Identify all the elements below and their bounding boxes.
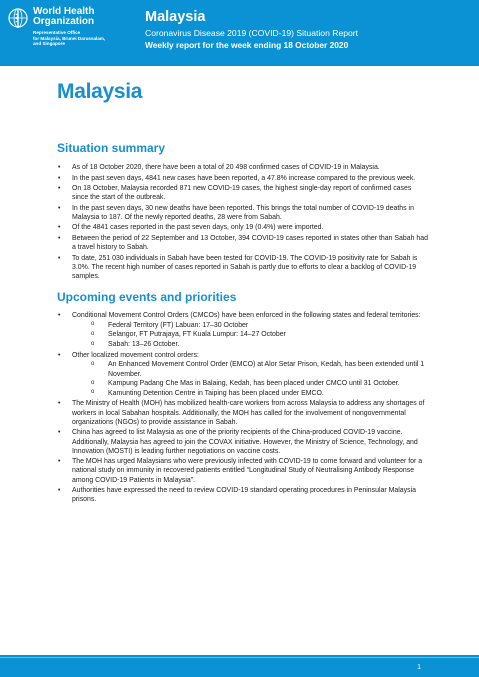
who-emblem-icon bbox=[7, 7, 29, 29]
sublist-item: o Kamunting Detention Centre in Taiping has been placed under EMCO. bbox=[89, 389, 429, 398]
list-item: • Authorities have expressed the need to review COVID-19 standard operating procedures in Peninsular Malaysia prisons. bbox=[57, 486, 429, 504]
footer-stripe bbox=[0, 657, 479, 658]
list-item: • In the past seven days, 4841 new cases have been reported, a 47.8% increase compared to the previous week. bbox=[57, 174, 429, 183]
cmco-text: Conditional Movement Control Orders (CMCOs) have been enforced in the following states and federal territories: bbox=[72, 312, 421, 319]
list-item bbox=[57, 351, 429, 399]
list-item: • Between the period of 22 September and 13 October, 394 COVID-19 cases reported in states other than Sabah had a travel history to Sabah. bbox=[57, 234, 429, 252]
events-priorities-list bbox=[57, 311, 429, 506]
list-item bbox=[57, 311, 429, 349]
page-title: Malaysia bbox=[57, 80, 143, 103]
list-item: • On 18 October, Malaysia recorded 871 new COVID-19 cases, the highest single-day report of confirmed cases since the start of the outbreak. bbox=[57, 184, 429, 202]
report-header bbox=[0, 0, 479, 66]
list-item: • In the past seven days, 30 new deaths have been reported. This brings the total number of COVID-19 deaths in Malaysia to 187. Of the newly reported deaths, 28 were from Sabah. bbox=[57, 204, 429, 222]
list-item: • To date, 251 030 individuals in Sabah have been tested for COVID-19. The COVID-19 positivity rate for Sabah is 3.0%. The recent high number of cases reported in Sabah is partly due to efforts to clear a backlog of COVID-19 samples. bbox=[57, 254, 429, 282]
office-name: Representative Office for Malaysia, Brunei Darussalam, and Singapore bbox=[33, 30, 106, 47]
page-number: 1 bbox=[417, 664, 421, 671]
organization-name: World Health Organization bbox=[33, 6, 95, 27]
list-item: • The MOH has urged Malaysians who were previously infected with COVID-19 to come forward and volunteer for a national study on immunity in recovered patients entitled “Longitudinal Study of Neutralising Antibody Response among COVID-19 Patients in Malaysia”. bbox=[57, 457, 429, 485]
list-item: • Of the 4841 cases reported in the past seven days, only 19 (0.4%) were imported. bbox=[57, 223, 429, 232]
list-item: • China has agreed to list Malaysia as one of the priority recipients of the China-produced COVID-19 vaccine. Additionally, Malaysia has agreed to join the COVAX initiative. However, the Ministry of Science, Technology, and Innovation (MOSTI) is leading further negotiations on vaccine costs. bbox=[57, 428, 429, 456]
sublist-item: o Kampung Padang Che Mas in Balaing, Kedah, has been placed under CMCO until 31 October. bbox=[89, 379, 429, 388]
header-title: Malaysia bbox=[145, 9, 206, 25]
events-priorities-heading: Upcoming events and priorities bbox=[57, 290, 237, 304]
sublist-item: o Sabah: 13–26 October. bbox=[89, 340, 429, 349]
report-subtitle: Coronavirus Disease 2019 (COVID-19) Situation Report bbox=[145, 28, 359, 38]
footer-bar bbox=[0, 655, 479, 677]
sublist-item: o An Enhanced Movement Control Order (EMCO) at Alor Setar Prison, Kedah, has been extended until 1 November. bbox=[89, 360, 429, 378]
sublist-item: o Federal Territory (FT) Labuan: 17–30 October bbox=[89, 321, 429, 330]
localized-orders-sublist bbox=[72, 360, 429, 398]
localized-orders-text: Other localized movement control orders: bbox=[72, 351, 199, 359]
list-item: • The Ministry of Health (MOH) has mobilized health-care workers from across Malaysia to address any shortages of workers in local Sabahan hospitals. Additionally, the MOH has called for the involvement of nongovernmental organizations (NGOs) to provide assistance in Sabah. bbox=[57, 399, 429, 427]
sublist-item: o Selangor, FT Putrajaya, FT Kuala Lumpur: 14–27 October bbox=[89, 330, 429, 339]
cmco-sublist bbox=[72, 321, 429, 350]
situation-summary-heading: Situation summary bbox=[57, 141, 166, 155]
situation-summary-list bbox=[57, 163, 429, 283]
list-item: • As of 18 October 2020, there have been a total of 20 498 confirmed cases of COVID-19 in Malaysia. bbox=[57, 163, 429, 172]
report-week: Weekly report for the week ending 18 October 2020 bbox=[145, 40, 349, 50]
